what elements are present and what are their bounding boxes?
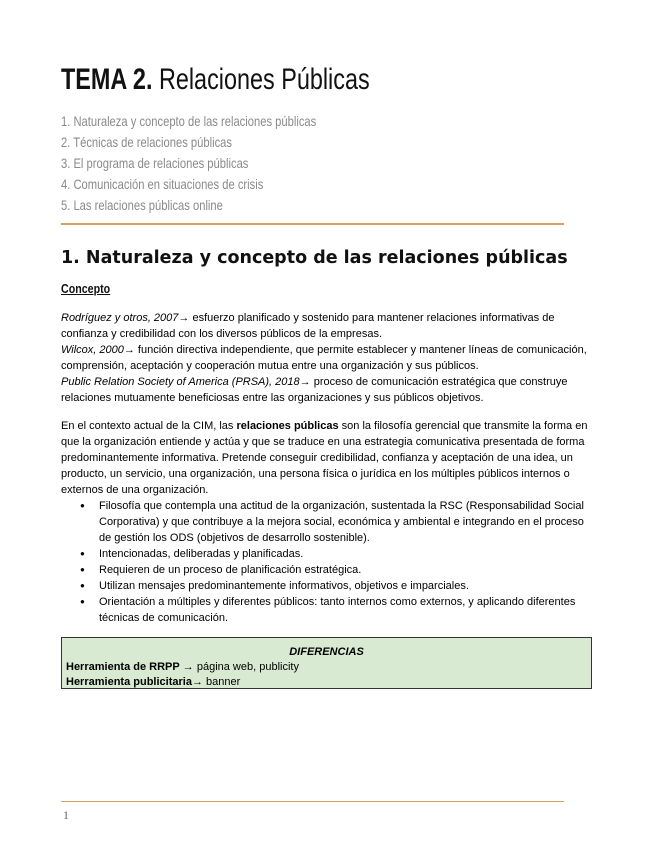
differences-label: Herramienta publicitaria xyxy=(66,676,192,688)
divider-bottom xyxy=(61,801,564,802)
definition-author: Rodríguez y otros, 2007 xyxy=(61,312,179,324)
title-rest: Relaciones Públicas xyxy=(158,63,370,96)
context-text: son la filosofía gerencial que transmite la forma en que la organización entiende y actúa y que se traduce en una estrategia comunicativa presentada de forma predominantemente informativa. Pretende conseguir credibilidad, confianza y aceptación de una idea, un producto, un servicio, una organización, una persona física o jurídica en los múltiples públicos internos o externos de una organización. xyxy=(61,420,588,496)
page-number: 1 xyxy=(63,808,69,822)
definition-author: Wilcox, 2000 xyxy=(61,344,124,356)
page-title xyxy=(61,60,370,100)
context-block xyxy=(61,418,591,626)
table-of-contents xyxy=(61,111,380,216)
differences-label: Herramienta de RRPP xyxy=(66,661,180,673)
toc-item: 1. Naturaleza y concepto de las relaciones públicas xyxy=(61,113,317,129)
definition-text: función directiva independiente, que permite establecer y mantener líneas de comunicación, comprensión, aceptación y cooperación mutua entre una organización y sus públicos. xyxy=(61,344,587,372)
toc-item: 5. Las relaciones públicas online xyxy=(61,197,223,213)
differences-value: → banner xyxy=(191,676,241,688)
toc-item: 4. Comunicación en situaciones de crisis xyxy=(61,176,264,192)
differences-box xyxy=(61,637,592,689)
bullet-list xyxy=(61,498,591,626)
list-item: ● Filosofía que contempla una actitud de la organización, sustentada la RSC (Responsabilidad Social Corporativa) y que contribuye a la mejora social, económica y ambiental e integrando en el proceso de gestión los ODS (objetivos de desarrollo sostenible). xyxy=(99,498,591,546)
arrow: → xyxy=(299,376,311,388)
differences-row xyxy=(66,660,587,675)
context-bold: relaciones públicas xyxy=(236,420,339,432)
differences-title: DIFERENCIAS xyxy=(289,646,364,658)
differences-value: → página web, publicity xyxy=(182,661,299,673)
definitions-block xyxy=(61,310,591,406)
list-item: ● Requieren de un proceso de planificación estratégica. xyxy=(99,562,591,578)
arrow: → xyxy=(178,312,190,324)
definition xyxy=(61,374,591,406)
definition-text: proceso de comunicación estratégica que construye relaciones mutuamente beneficiosas entre las organizaciones y sus públicos objetivos. xyxy=(61,376,568,404)
toc-item: 2. Técnicas de relaciones públicas xyxy=(61,134,233,150)
context-paragraph xyxy=(61,418,591,498)
section-heading: 1. Naturaleza y concepto de las relaciones públicas xyxy=(61,248,568,268)
definition xyxy=(61,342,591,374)
definition-text: esfuerzo planificado y sostenido para mantener relaciones informativas de confianza y credibilidad con los diversos públicos de la empresas. xyxy=(61,312,555,340)
title-bold: TEMA 2. xyxy=(61,63,153,96)
list-item: ● Utilizan mensajes predominantemente informativos, objetivos e imparciales. xyxy=(99,578,591,594)
definition xyxy=(61,310,591,342)
list-item: ● Orientación a múltiples y diferentes públicos: tanto internos como externos, y aplicando diferentes técnicas de comunicación. xyxy=(99,594,591,626)
definition-author: Public Relation Society of America (PRSA), 2018 xyxy=(61,376,300,388)
divider-top xyxy=(61,223,564,225)
differences-row xyxy=(66,675,587,690)
arrow: → xyxy=(123,344,135,356)
toc-item: 3. El programa de relaciones públicas xyxy=(61,155,249,171)
subsection-heading: Concepto xyxy=(61,281,111,296)
context-text: En el contexto actual de la CIM, las xyxy=(61,420,237,432)
list-item: ● Intencionadas, deliberadas y planificadas. xyxy=(99,546,591,562)
